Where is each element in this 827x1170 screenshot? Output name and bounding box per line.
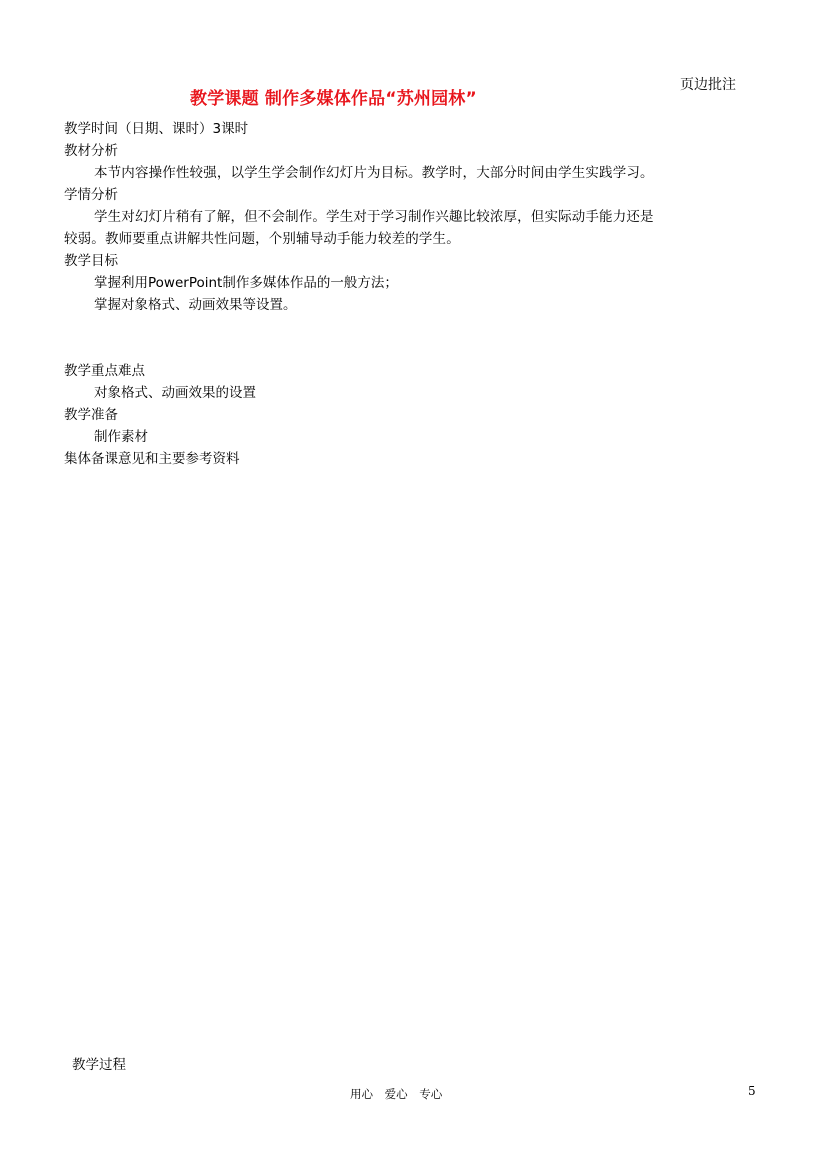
collective-prep-heading: 集体备课意见和主要参考资料 (64, 451, 240, 467)
goal-item: 掌握利用PowerPoint制作多媒体作品的一般方法； (94, 275, 398, 291)
teaching-time: 教学时间（日期、课时）3课时 (64, 121, 249, 137)
footer-motto: 用心 爱心 专心 (350, 1087, 443, 1101)
preparation-text: 制作素材 (94, 429, 148, 445)
key-points-text: 对象格式、动画效果的设置 (94, 385, 256, 401)
goals-heading: 教学目标 (64, 253, 118, 269)
student-heading: 学情分析 (64, 187, 118, 203)
goal-item: 掌握对象格式、动画效果等设置。 (94, 297, 297, 313)
page-number: 5 (748, 1084, 756, 1098)
lesson-title: 教学课题 制作多媒体作品“苏州园林” (190, 89, 477, 109)
key-points-heading: 教学重点难点 (64, 363, 145, 379)
process-heading: 教学过程 (72, 1057, 126, 1073)
blank-line (64, 338, 664, 360)
preparation-heading: 教学准备 (64, 407, 118, 423)
margin-note-label: 页边批注 (680, 77, 736, 93)
material-paragraph: 本节内容操作性较强，以学生学会制作幻灯片为目标。教学时，大部分时间由学生实践学习。 (94, 165, 654, 181)
document-body (64, 118, 664, 470)
blank-line (64, 316, 664, 338)
student-paragraph: 学生对幻灯片稍有了解，但不会制作。学生对于学习制作兴趣比较浓厚，但实际动手能力还是较弱。教师要重点讲解共性问题，个别辅导动手能力较差的学生。 (64, 209, 654, 247)
material-heading: 教材分析 (64, 143, 118, 159)
